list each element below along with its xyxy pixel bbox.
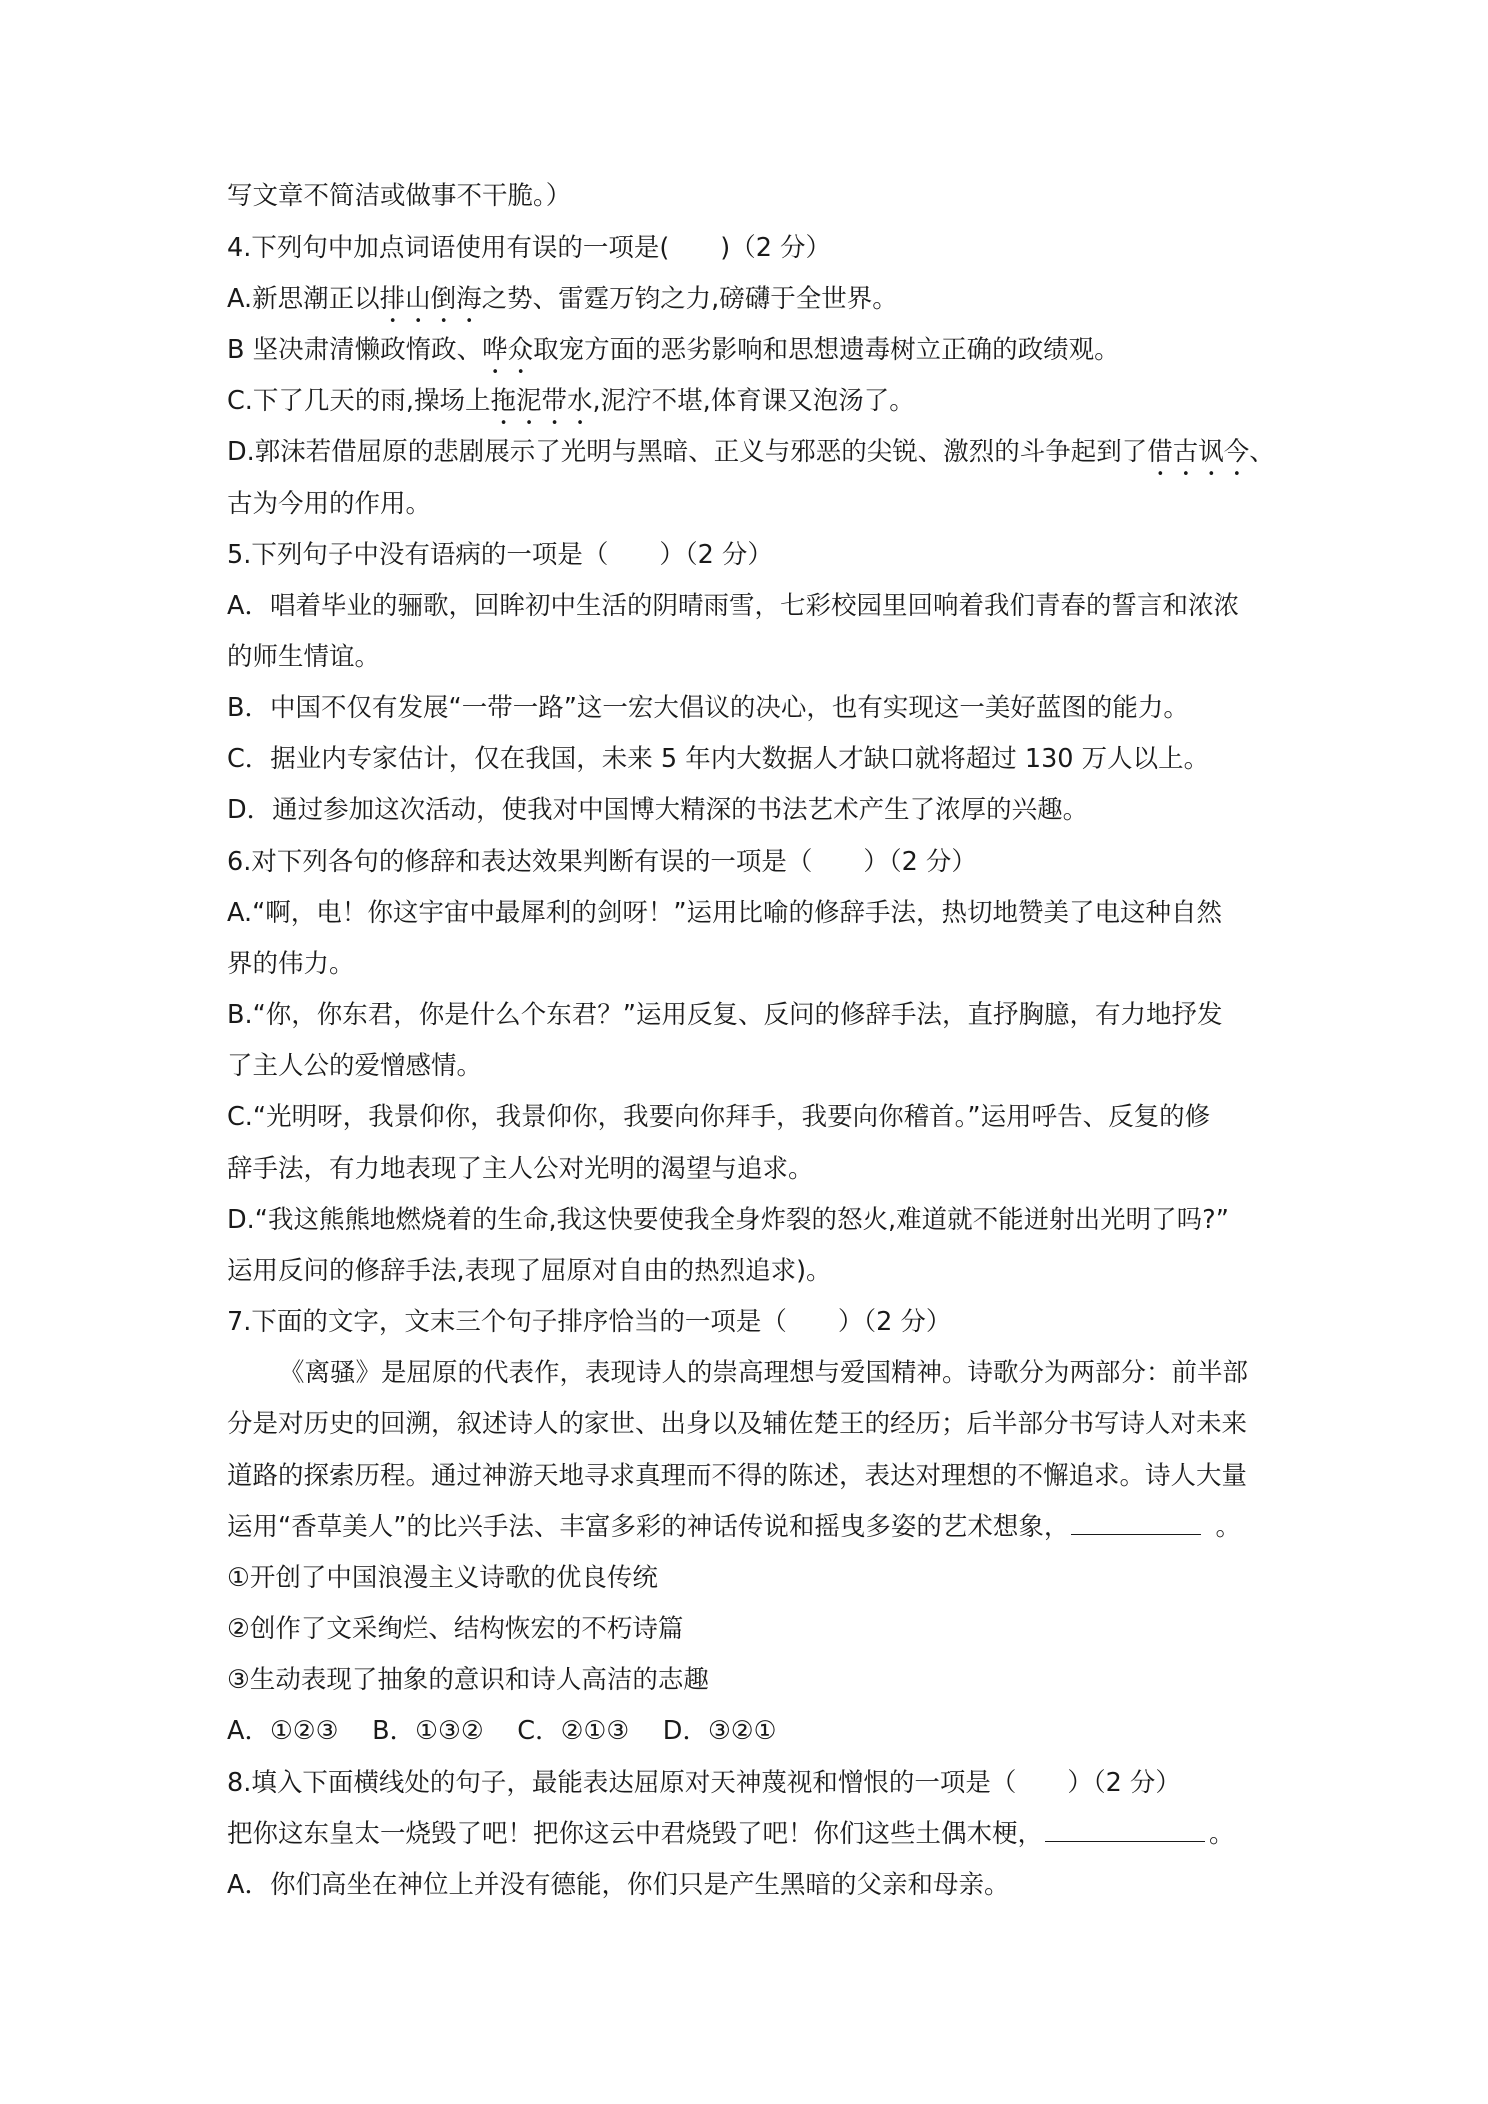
question-6-option-d: D.“我这熊熊地燃烧着的生命,我这快要使我全身炸裂的怒火,难道就不能迸射出光明了吗?” <box>227 1205 1229 1235</box>
passage-text: 把你这东皇太一烧毁了吧！把你这云中君烧毁了吧！你们这些土偶木梗， <box>227 1819 1044 1849</box>
question-4-option-c <box>227 381 1277 421</box>
question-4-stem: 4.下列句中加点词语使用有误的一项是( )（2 分） <box>227 233 832 263</box>
question-6-option-c-cont: 辞手法，有力地表现了主人公对光明的渴望与追求。 <box>227 1154 814 1184</box>
question-7-passage <box>227 1507 1277 1547</box>
option-text: B 坚决肃清懒政惰政、 <box>227 335 483 365</box>
emphasized-word: 哗众 <box>482 335 534 365</box>
question-8-option-a: A．你们高坐在神位上并没有德能，你们只是产生黑暗的父亲和母亲。 <box>227 1870 1010 1900</box>
option-text: 、 <box>1249 437 1275 467</box>
question-4-option-b <box>227 330 1277 370</box>
question-7-passage: 道路的探索历程。通过神游天地寻求真理而不得的陈述，表达对理想的不懈追求。诗人大量 <box>227 1461 1248 1491</box>
question-5-option-c: C．据业内专家估计，仅在我国，未来 5 年内大数据人才缺口就将超过 130 万人以上。 <box>227 744 1210 774</box>
question-7-sentence-3: ③生动表现了抽象的意识和诗人高洁的志趣 <box>227 1665 709 1695</box>
passage-text: 运用“香草美人”的比兴手法、丰富多彩的神话传说和摇曳多姿的艺术想象， <box>227 1512 1070 1542</box>
emphasized-word: 借古讽今 <box>1147 437 1250 467</box>
option-text: A.新思潮正以 <box>227 284 380 314</box>
option-text: 取宠方面的恶劣影响和思想遗毒树立正确的政绩观。 <box>533 335 1120 365</box>
question-7-passage: 《离骚》是屈原的代表作，表现诗人的崇高理想与爱国精神。诗歌分为两部分：前半部 <box>279 1358 1249 1388</box>
question-4-option-d <box>227 432 1277 472</box>
text-line: 写文章不简洁或做事不干脆。） <box>227 181 572 211</box>
question-6-option-d-cont: 运用反问的修辞手法,表现了屈原对自由的热烈追求)。 <box>227 1256 832 1286</box>
question-8-sentence <box>227 1814 1277 1854</box>
emphasized-word: 拖泥带水 <box>490 386 593 416</box>
question-7-choices: A．①②③ B．①③② C．②①③ D．③②① <box>227 1716 777 1746</box>
passage-text: 。 <box>1215 1512 1241 1542</box>
question-4-option-d-cont: 古为今用的作用。 <box>227 489 432 519</box>
question-5-option-a: A．唱着毕业的骊歌，回眸初中生活的阴晴雨雪，七彩校园里回响着我们青春的誓言和浓浓 <box>227 591 1239 621</box>
question-7-sentence-1: ①开创了中国浪漫主义诗歌的优良传统 <box>227 1563 658 1593</box>
question-4-option-a <box>227 279 1277 319</box>
emphasized-word: 排山倒海 <box>379 284 482 314</box>
option-text: ,泥泞不堪,体育课又泡汤了。 <box>592 386 915 416</box>
option-text: D.郭沫若借屈原的悲剧展示了光明与黑暗、正义与邪恶的尖锐、激烈的斗争起到了 <box>227 437 1148 467</box>
question-5-option-a-cont: 的师生情谊。 <box>227 642 381 672</box>
question-7-passage: 分是对历史的回溯，叙述诗人的家世、出身以及辅佐楚王的经历；后半部分书写诗人对未来 <box>227 1409 1248 1439</box>
passage-text: 。 <box>1209 1819 1235 1849</box>
option-text: C.下了几天的雨,操场上 <box>227 386 491 416</box>
option-text: 之势、雷霆万钧之力,磅礴于全世界。 <box>481 284 898 314</box>
question-6-option-b: B.“你，你东君，你是什么个东君？”运用反复、反问的修辞手法，直抒胸臆，有力地抒发 <box>227 1000 1223 1030</box>
question-6-option-c: C.“光明呀，我景仰你，我景仰你，我要向你拜手，我要向你稽首。”运用呼告、反复的修 <box>227 1102 1211 1132</box>
question-6-option-b-cont: 了主人公的爱憎感情。 <box>227 1051 483 1081</box>
question-7-sentence-2: ②创作了文采绚烂、结构恢宏的不朽诗篇 <box>227 1614 684 1644</box>
question-6-stem: 6.对下列各句的修辞和表达效果判断有误的一项是（ ）（2 分） <box>227 847 977 877</box>
answer-blank <box>1045 1815 1205 1842</box>
question-6-option-a: A.“啊，电！你这宇宙中最犀利的剑呀！”运用比喻的修辞手法，热切地赞美了电这种自然 <box>227 898 1223 928</box>
question-5-option-b: B．中国不仅有发展“一带一路”这一宏大倡议的决心，也有实现这一美好蓝图的能力。 <box>227 693 1189 723</box>
answer-blank <box>1071 1508 1201 1535</box>
question-8-stem: 8.填入下面横线处的句子，最能表达屈原对天神蔑视和憎恨的一项是（ ）（2 分） <box>227 1768 1181 1798</box>
question-6-option-a-cont: 界的伟力。 <box>227 949 355 979</box>
question-5-stem: 5.下列句子中没有语病的一项是（ ）（2 分） <box>227 540 773 570</box>
question-5-option-d: D．通过参加这次活动，使我对中国博大精深的书法艺术产生了浓厚的兴趣。 <box>227 795 1089 825</box>
question-7-stem: 7.下面的文字，文末三个句子排序恰当的一项是（ ）（2 分） <box>227 1307 952 1337</box>
